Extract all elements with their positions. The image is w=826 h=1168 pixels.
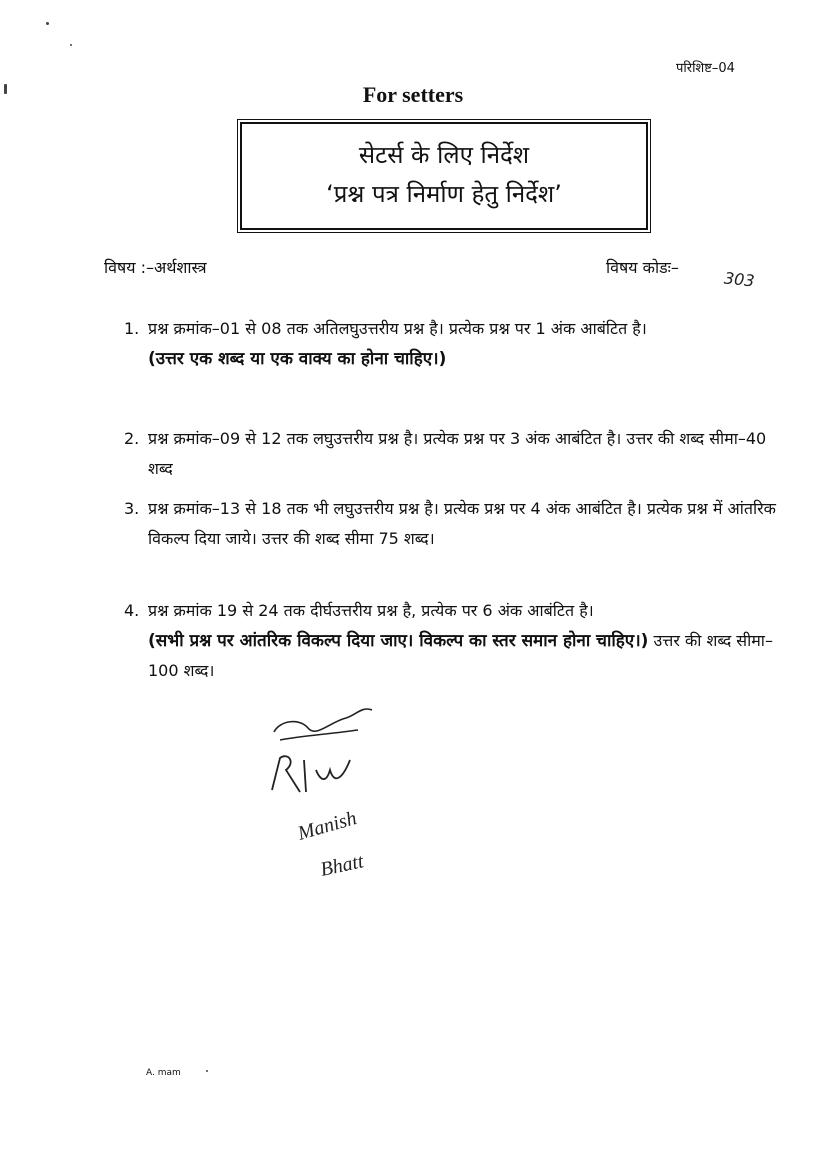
instruction-note: (सभी प्रश्न पर आंतरिक विकल्प दिया जाए। विकल्प का स्तर समान होना चाहिए।) <box>148 631 649 651</box>
signature-name: Manish <box>295 807 360 845</box>
for-setters-heading: For setters <box>362 82 464 107</box>
instruction-text: प्रश्न क्रमांक–09 से 12 तक लघुउत्तरीय प्रश्न है। प्रत्येक प्रश्न पर 3 अंक आबंटित है। उत्तर की शब्द सीमा–40 शब्द <box>148 429 767 478</box>
footer-note: A. mam <box>146 1068 181 1078</box>
instruction-item <box>124 494 784 554</box>
instruction-text: प्रश्न क्रमांक–01 से 08 तक अतिलघुउत्तरीय प्रश्न है। प्रत्येक प्रश्न पर 1 अंक आबंटित है। <box>148 319 647 338</box>
instruction-number: 1. <box>124 319 140 338</box>
instruction-number: 4. <box>124 601 140 620</box>
subject-label: विषय :–अर्थशास्त्र <box>104 258 207 277</box>
instruction-item <box>124 596 784 686</box>
annexure-label: परिशिष्ट–04 <box>676 61 735 76</box>
instruction-number: 2. <box>124 429 140 448</box>
instruction-item <box>124 314 784 374</box>
scan-speck <box>70 44 72 46</box>
handwritten-signatures <box>260 700 440 890</box>
title-line-1: सेटर्स के लिए निर्देश <box>358 141 530 169</box>
title-box <box>240 122 648 230</box>
instruction-number: 3. <box>124 499 140 518</box>
instruction-text: प्रश्न क्रमांक 19 से 24 तक दीर्घउत्तरीय प्रश्न है, प्रत्येक पर 6 अंक आबंटित है। <box>148 601 594 620</box>
subject-code-label: विषय कोडः– <box>606 258 679 277</box>
instruction-note: (उत्तर एक शब्द या एक वाक्य का होना चाहिए।) <box>148 349 447 369</box>
signature-scribble-2 <box>272 756 350 792</box>
instruction-item <box>124 424 784 484</box>
instruction-note-tail: उत्तर की शब्द सीमा– 100 शब्द। <box>148 631 773 680</box>
scan-speck <box>206 1070 208 1072</box>
signature-scribble-1 <box>274 709 372 740</box>
signature-surname: Bhatt <box>318 850 366 881</box>
scan-speck <box>46 22 49 25</box>
title-line-2: ‘प्रश्न पत्र निर्माण हेतु निर्देश’ <box>326 180 562 208</box>
instruction-text: प्रश्न क्रमांक–13 से 18 तक भी लघुउत्तरीय प्रश्न है। प्रत्येक प्रश्न पर 4 अंक आबंटित है। प्रत्येक प्रश्न में आंतरिक विकल्प दिया जाये। उत्तर की शब्द सीमा 75 शब्द। <box>148 499 776 548</box>
subject-code-handwritten: 303 <box>723 268 756 291</box>
